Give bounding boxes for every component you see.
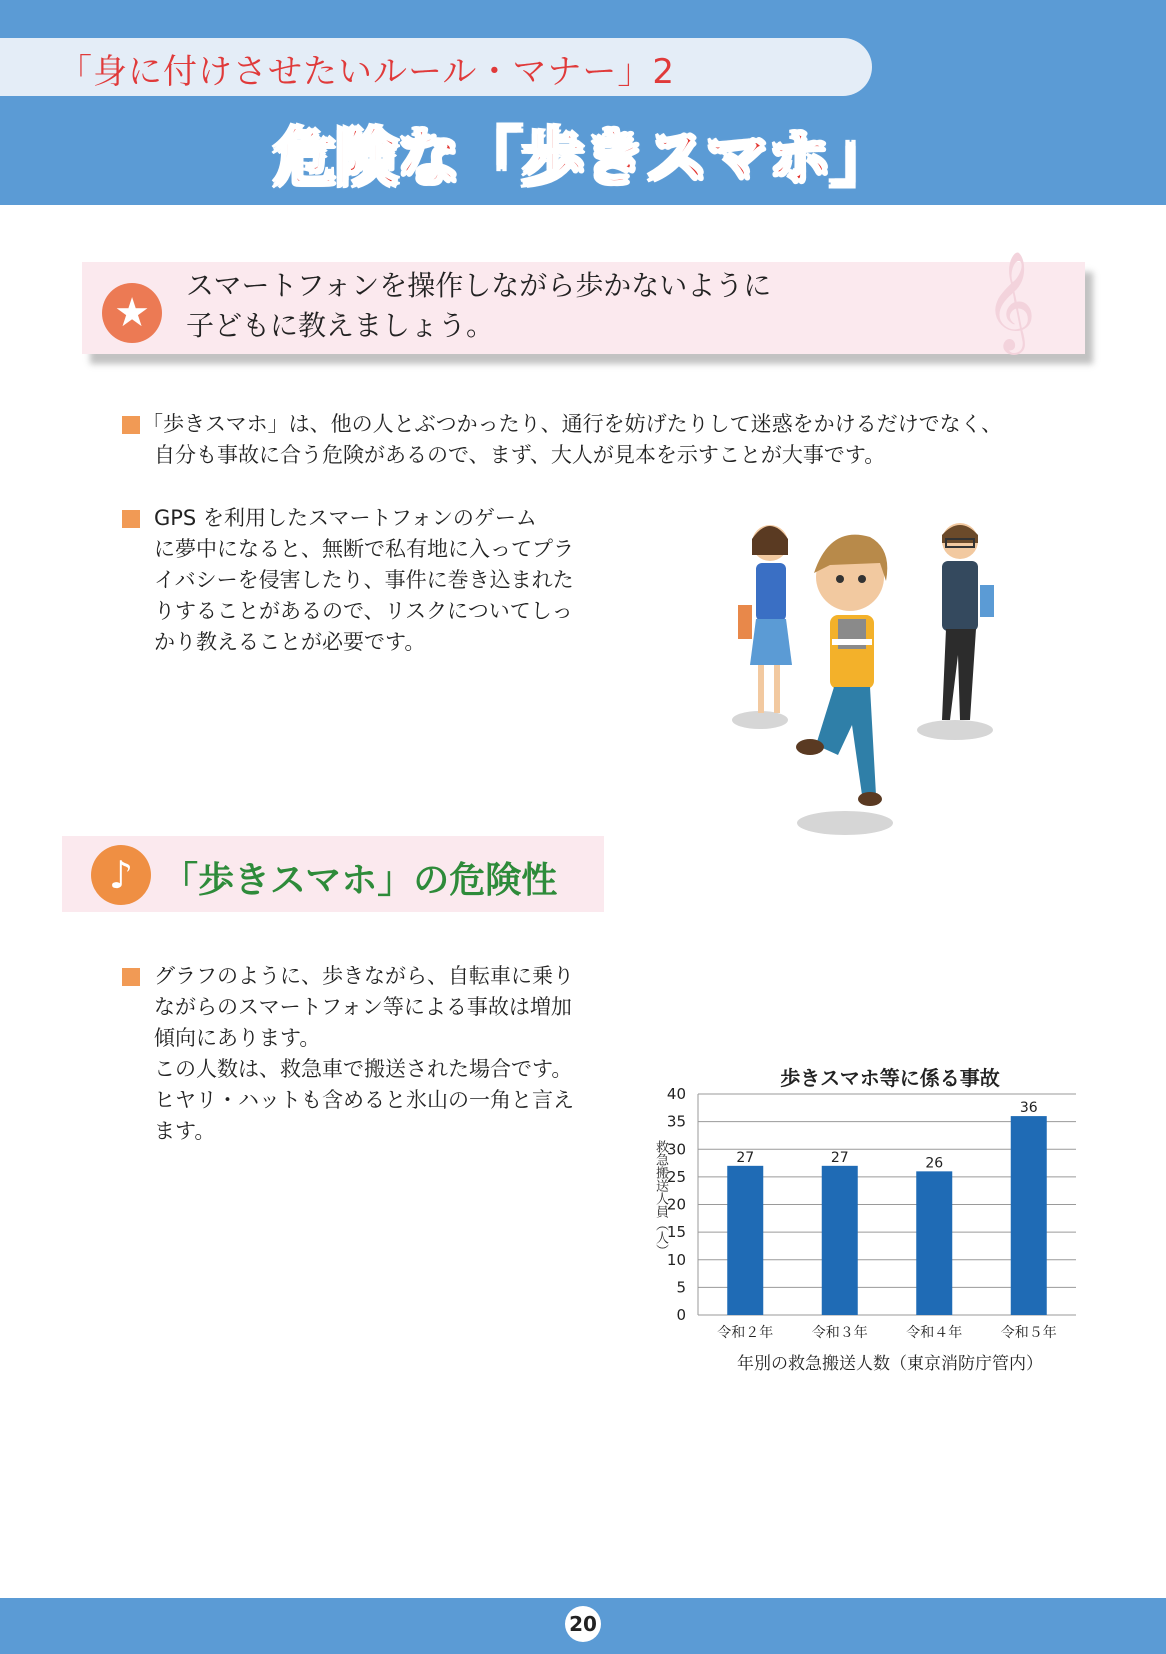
- chart-title: 歩きスマホ等に係る事故: [780, 1066, 1000, 1090]
- y-tick-label: 20: [666, 1195, 686, 1214]
- y-tick-label: 15: [666, 1223, 686, 1242]
- text-line: ます。: [154, 1119, 216, 1143]
- y-tick-label: 35: [666, 1112, 686, 1131]
- text-line: りすることがあるので、リスクについてしっ: [154, 599, 573, 623]
- key-message-line: スマートフォンを操作しながら歩かないように: [186, 269, 772, 302]
- page-number: 20: [565, 1606, 601, 1642]
- data-label: 26: [925, 1155, 944, 1172]
- y-tick-label: 25: [666, 1167, 686, 1186]
- y-tick-label: 30: [666, 1140, 686, 1159]
- text-line: 自分も事故に合う危険があるので、まず、大人が見本を示すことが大事です。: [154, 443, 886, 467]
- text-line: ヒヤリ・ハットも含めると氷山の一角と言え: [154, 1088, 574, 1112]
- bar: [1011, 1116, 1047, 1315]
- text-line: この人数は、救急車で搬送された場合です。: [154, 1057, 573, 1081]
- chart-x-axis-label: 年別の救急搬送人数（東京消防庁管内）: [737, 1354, 1043, 1374]
- chart-y-axis-label: 救急搬送人員（人）: [653, 1140, 668, 1257]
- bullet-square: [122, 968, 140, 986]
- star-icon: ★: [102, 283, 162, 343]
- treble-clef-icon: 𝄞: [985, 251, 1036, 351]
- key-message-line: 子どもに教えましょう。: [186, 309, 495, 342]
- data-label: 27: [830, 1149, 849, 1166]
- data-label: 36: [1019, 1100, 1038, 1117]
- y-tick-label: 10: [666, 1250, 686, 1269]
- text-line: ながらのスマートフォン等による事故は増加: [154, 995, 572, 1019]
- data-label: 27: [736, 1149, 755, 1166]
- page-title: 危険な「歩きスマホ」: [273, 121, 893, 194]
- page-subtitle: 「身に付けさせたいルール・マナー」2: [58, 52, 675, 92]
- paragraph-2: [154, 503, 574, 658]
- text-line: GPS を利用したスマートフォンのゲーム: [154, 506, 537, 530]
- text-line: 「歩きスマホ」は、他の人とぶつかったり、通行を妨げたりして迷惑をかけるだけでなく、: [142, 412, 1003, 436]
- bar: [916, 1171, 952, 1315]
- text-line: グラフのように、歩きながら、自転車に乗り: [154, 964, 574, 988]
- bar: [822, 1166, 858, 1315]
- x-tick-label: 令和３年: [811, 1325, 868, 1341]
- text-line: 傾向にあります。: [154, 1026, 321, 1050]
- y-tick-label: 40: [666, 1085, 686, 1103]
- walking-smartphone-illustration: [720, 515, 1090, 845]
- x-tick-label: 令和４年: [906, 1325, 963, 1341]
- x-tick-label: 令和２年: [717, 1325, 774, 1341]
- y-tick-label: 5: [676, 1278, 686, 1297]
- paragraph-3: [154, 961, 574, 1147]
- x-tick-label: 令和５年: [1000, 1325, 1057, 1341]
- bullet-square: [122, 416, 140, 434]
- bar-chart: [640, 1085, 1080, 1347]
- y-tick-label: 0: [676, 1306, 686, 1324]
- text-line: かり教えることが必要です。: [154, 630, 426, 654]
- key-message-text: [186, 266, 771, 346]
- bar: [727, 1166, 763, 1315]
- bullet-square: [122, 510, 140, 528]
- music-note-icon: ♪: [91, 845, 151, 905]
- text-line: に夢中になると、無断で私有地に入ってプラ: [154, 537, 574, 561]
- section-title: 「歩きスマホ」の危険性: [162, 860, 558, 901]
- text-line: イバシーを侵害したり、事件に巻き込まれた: [154, 568, 574, 592]
- paragraph-1: [142, 409, 1003, 471]
